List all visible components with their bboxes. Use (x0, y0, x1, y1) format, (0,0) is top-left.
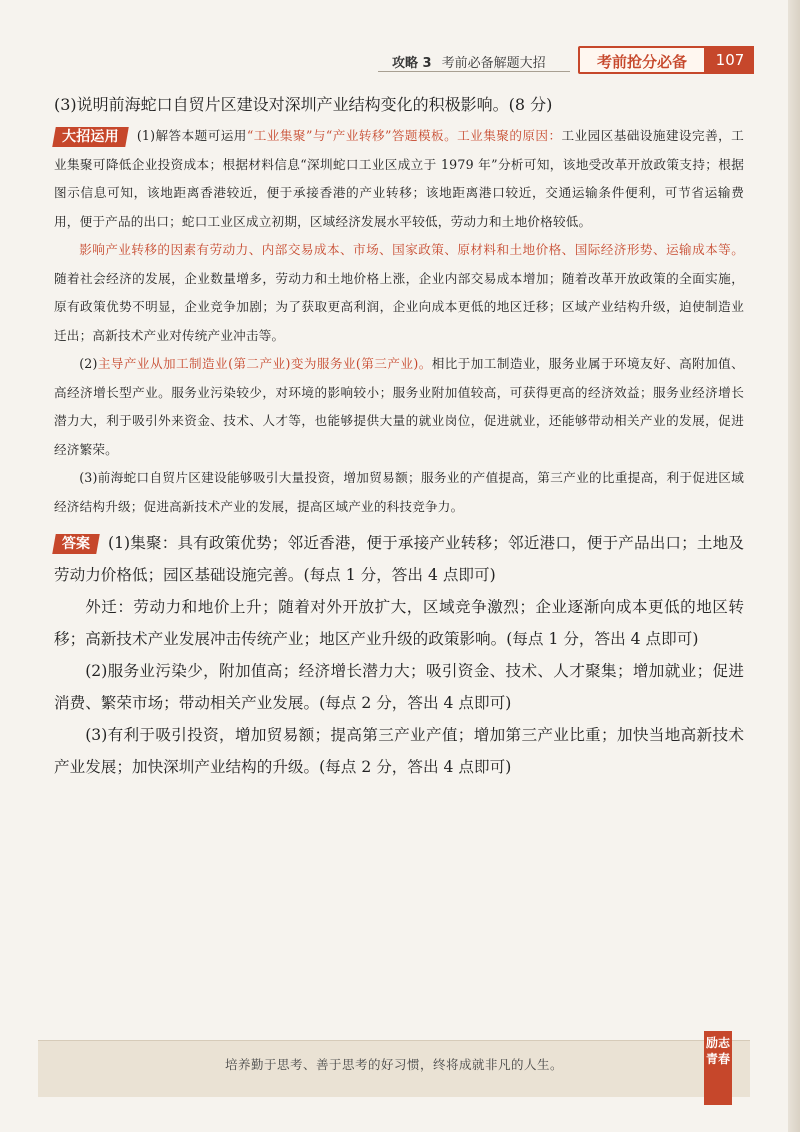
footer-quote: 培养勤于思考、善于思考的好习惯，终将成就非凡的人生。 (224, 1057, 563, 1072)
answer-2: 外迁：劳动力和地价上升；随着对外开放扩大，区域竞争激烈；企业逐渐向成本更低的地区转移；高新技术产业发展冲击传统产业；地区产业升级的政策影响。(每点 1 分，答出 4 点即可) (54, 598, 744, 648)
page-footer (38, 1036, 750, 1097)
header-divider (378, 71, 570, 72)
analysis-tag: 大招运用 (52, 127, 128, 147)
answer-4: (3)有利于吸引投资，增加贸易额；提高第三产业产值；增加第三产业比重；加快当地高新技术产业发展；加快深圳产业结构的升级。(每点 2 分，答出 4 点即可) (54, 726, 744, 776)
analysis-p3-rest: 相比于加工制造业，服务业属于环境友好、高附加值、高经济增长型产业。服务业污染较少，对环境的影响较小；服务业附加值较高，可获得更高的经济效益；服务业经济增长潜力大，利于吸引外来资金、技术、人才等，也能够提供大量的就业岗位，促进就业，还能够带动相关产业的发展，促进经济繁荣。 (54, 356, 744, 457)
answer-section (54, 527, 744, 783)
footer-side-badge: 励志青春 (704, 1031, 732, 1105)
analysis-p1-prefix: (1)解答本题可运用 (136, 128, 247, 143)
main-content (54, 90, 744, 783)
analysis-p2-highlight: 影响产业转移的因素有劳动力、内部交易成本、市场、国家政策、原材料和土地价格、国际经济形势、运输成本等。 (79, 242, 744, 257)
answer-tag: 答案 (52, 534, 100, 554)
analysis-p1-rest: 工业园区基础设施建设完善，工业集聚可降低企业投资成本；根据材料信息“深圳蛇口工业区成立于 1979 年”分析可知，该地受改革开放政策支持；根据图示信息可知，该地距离香港较近，便于承接香港的产业转移；该地距离港口较近，交通运输条件便利，可节省运输费用，便于产品的出口；蛇口工业区成立初期，区域经济发展水平较低，劳动力和土地价格较低。 (54, 128, 744, 229)
analysis-p2-rest: 随着社会经济的发展，企业数量增多，劳动力和土地价格上涨，企业内部交易成本增加；随着改革开放政策的全面实施，原有政策优势不明显，企业竞争加剧；为了获取更高利润，企业向成本更低的地区迁移；区域产业结构升级，迫使制造业迁出；高新技术产业对传统产业冲击等。 (54, 270, 744, 343)
running-head (392, 52, 546, 71)
analysis-section (54, 122, 744, 521)
page-number: 107 (706, 46, 754, 74)
analysis-p3-highlight: 主导产业从加工制造业(第二产业)变为服务业(第三产业)。 (97, 356, 432, 371)
answer-1: (1)集聚：具有政策优势；邻近香港，便于承接产业转移；邻近港口，便于产品出口；土地及劳动力价格低；园区基础设施完善。(每点 1 分，答出 4 点即可) (54, 534, 744, 584)
analysis-p3-prefix: (2) (79, 356, 98, 371)
answer-3: (2)服务业污染少，附加值高；经济增长潜力大；吸引资金、技术、人才聚集；增加就业；促进消费、繁荣市场；带动相关产业发展。(每点 2 分，答出 4 点即可) (54, 662, 744, 712)
page-header (0, 44, 800, 78)
header-badge: 考前抢分必备 (578, 46, 706, 74)
section-title: 考前必备解题大招 (441, 56, 546, 71)
analysis-p1-highlight: “工业集聚”与“产业转移”答题模板。工业集聚的原因： (246, 128, 562, 143)
question-text: (3)说明前海蛇口自贸片区建设对深圳产业结构变化的积极影响。(8 分) (54, 95, 553, 114)
page-edge (788, 0, 800, 1132)
analysis-p4: (3)前海蛇口自贸片区建设能够吸引大量投资，增加贸易额；服务业的产值提高，第三产业的比重提高，利于促进区域经济结构升级；促进高新技术产业的发展，提高区域产业的科技竞争力。 (54, 470, 744, 514)
strategy-label: 攻略 3 (392, 56, 432, 71)
